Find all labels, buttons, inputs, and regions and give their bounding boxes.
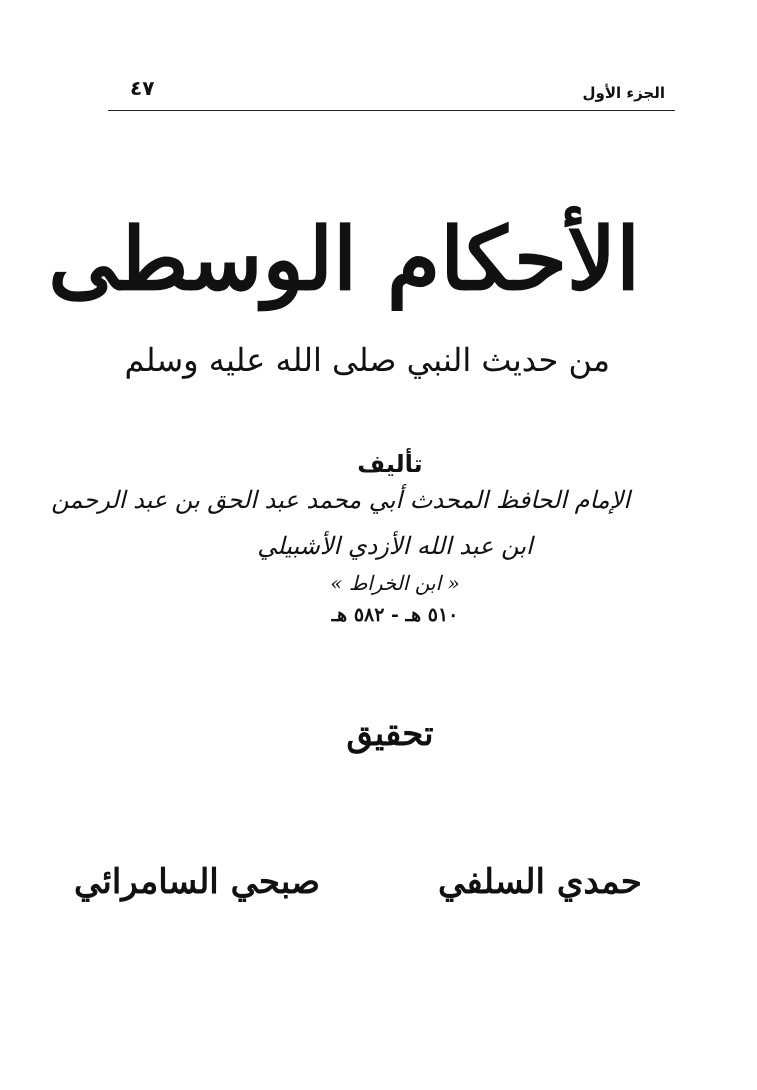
author-line-1: الإمام الحافظ المحدث أبي محمد عبد الحق بن عبد الرحمن — [51, 486, 630, 514]
editor-name-right: حمدي السلفي — [438, 862, 642, 902]
editor-name-left: صبحي السامرائي — [74, 862, 320, 902]
author-nickname: « ابن الخراط » — [330, 571, 460, 595]
page-number: ٤٧ — [130, 76, 155, 100]
tahqiq-label: تحقيق — [346, 714, 434, 754]
authorship-label: تأليف — [357, 450, 423, 478]
book-title: الأحكام الوسطى — [48, 209, 640, 310]
part-label: الجزء الأول — [582, 84, 665, 102]
author-dates: ٥١٠ هـ - ٥٨٢ هـ — [331, 604, 459, 626]
book-subtitle: من حديث النبي صلى الله عليه وسلم — [124, 341, 610, 379]
author-line-2: ابن عبد الله الأزدي الأشبيلي — [257, 532, 533, 560]
header-divider — [108, 110, 675, 111]
